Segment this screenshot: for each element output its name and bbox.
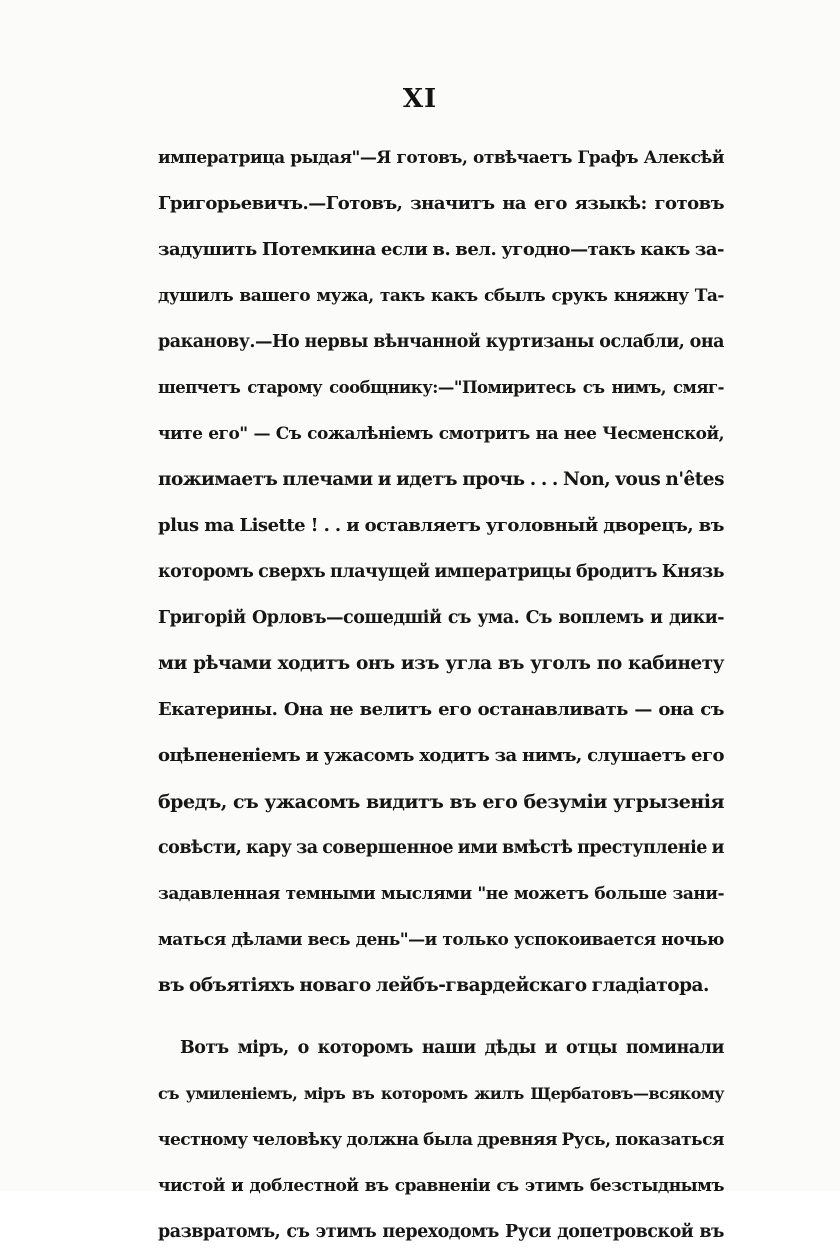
text-line: plus ma Lisette ! . . и оставляетъ уголовный дворецъ, въ <box>158 515 724 536</box>
text-line: задавленная темными мыслями "не можетъ больше зани- <box>158 884 724 904</box>
text-line: совѣсти, кару за совершенное ими вмѣстѣ преступленіе и <box>158 838 724 858</box>
paragraph-gap <box>158 1009 724 1025</box>
paragraph-1 <box>158 135 724 1009</box>
text-line: Григорьевичъ.—Готовъ, значитъ на его языкѣ: готовъ <box>158 193 724 214</box>
page-number: XI <box>402 84 438 114</box>
text-line: раканову.—Но нервы вѣнчанной куртизаны ослабли, она <box>158 332 724 352</box>
text-line: маться дѣлами весь день"—и только успокоивается ночью <box>158 930 724 950</box>
text-line: чистой и доблестной въ сравненіи съ этимъ безстыднымъ <box>158 1176 724 1196</box>
text-line: Екатерины. Она не велитъ его останавливать — она съ <box>158 699 724 720</box>
body-text <box>158 135 724 1255</box>
text-line: съ умиленіемъ, міръ въ которомъ жилъ Щербатовъ—всякому <box>158 1084 724 1103</box>
text-line: императрица рыдая"—Я готовъ, отвѣчаетъ Графъ Алексѣй <box>158 148 724 168</box>
text-line: душилъ вашего мужа, такъ какъ сбылъ срукъ княжну Та- <box>158 286 724 306</box>
text-line: въ объятіяхъ новаго лейбъ-гвардейскаго гладіатора. <box>158 975 709 996</box>
text-line: бредъ, съ ужасомъ видитъ въ его безуміи угрызенія <box>158 791 724 813</box>
text-line: пожимаетъ плечами и идетъ прочь . . . Non, vous n'êtes <box>158 469 724 490</box>
text-line: ми рѣчами ходитъ онъ изъ угла въ уголъ по кабинету <box>158 653 724 674</box>
text-line: честному человѣку должна была древняя Русь, показаться <box>158 1130 724 1150</box>
text-line: чите его" — Съ сожалѣніемъ смотритъ на нее Чесменской, <box>158 424 724 444</box>
text-line: оцѣпененіемъ и ужасомъ ходитъ за нимъ, слушаетъ его <box>158 745 724 766</box>
text-line: задушить Потемкина если в. вел. угодно—такъ какъ за- <box>158 239 724 260</box>
text-line: Григорій Орловъ—сошедшій съ ума. Съ воплемъ и дики- <box>158 608 724 628</box>
paragraph-2 <box>158 1025 724 1255</box>
text-line: которомъ сверхъ плачущей императрицы бродитъ Князь <box>158 562 724 582</box>
text-line: Вотъ міръ, о которомъ наши дѣды и отцы поминали <box>180 1038 724 1058</box>
text-line: шепчетъ старому сообщнику:—"Помиритесь съ нимъ, смяг- <box>158 378 724 397</box>
text-line: развратомъ, съ этимъ переходомъ Руси допетровской въ <box>158 1222 724 1242</box>
